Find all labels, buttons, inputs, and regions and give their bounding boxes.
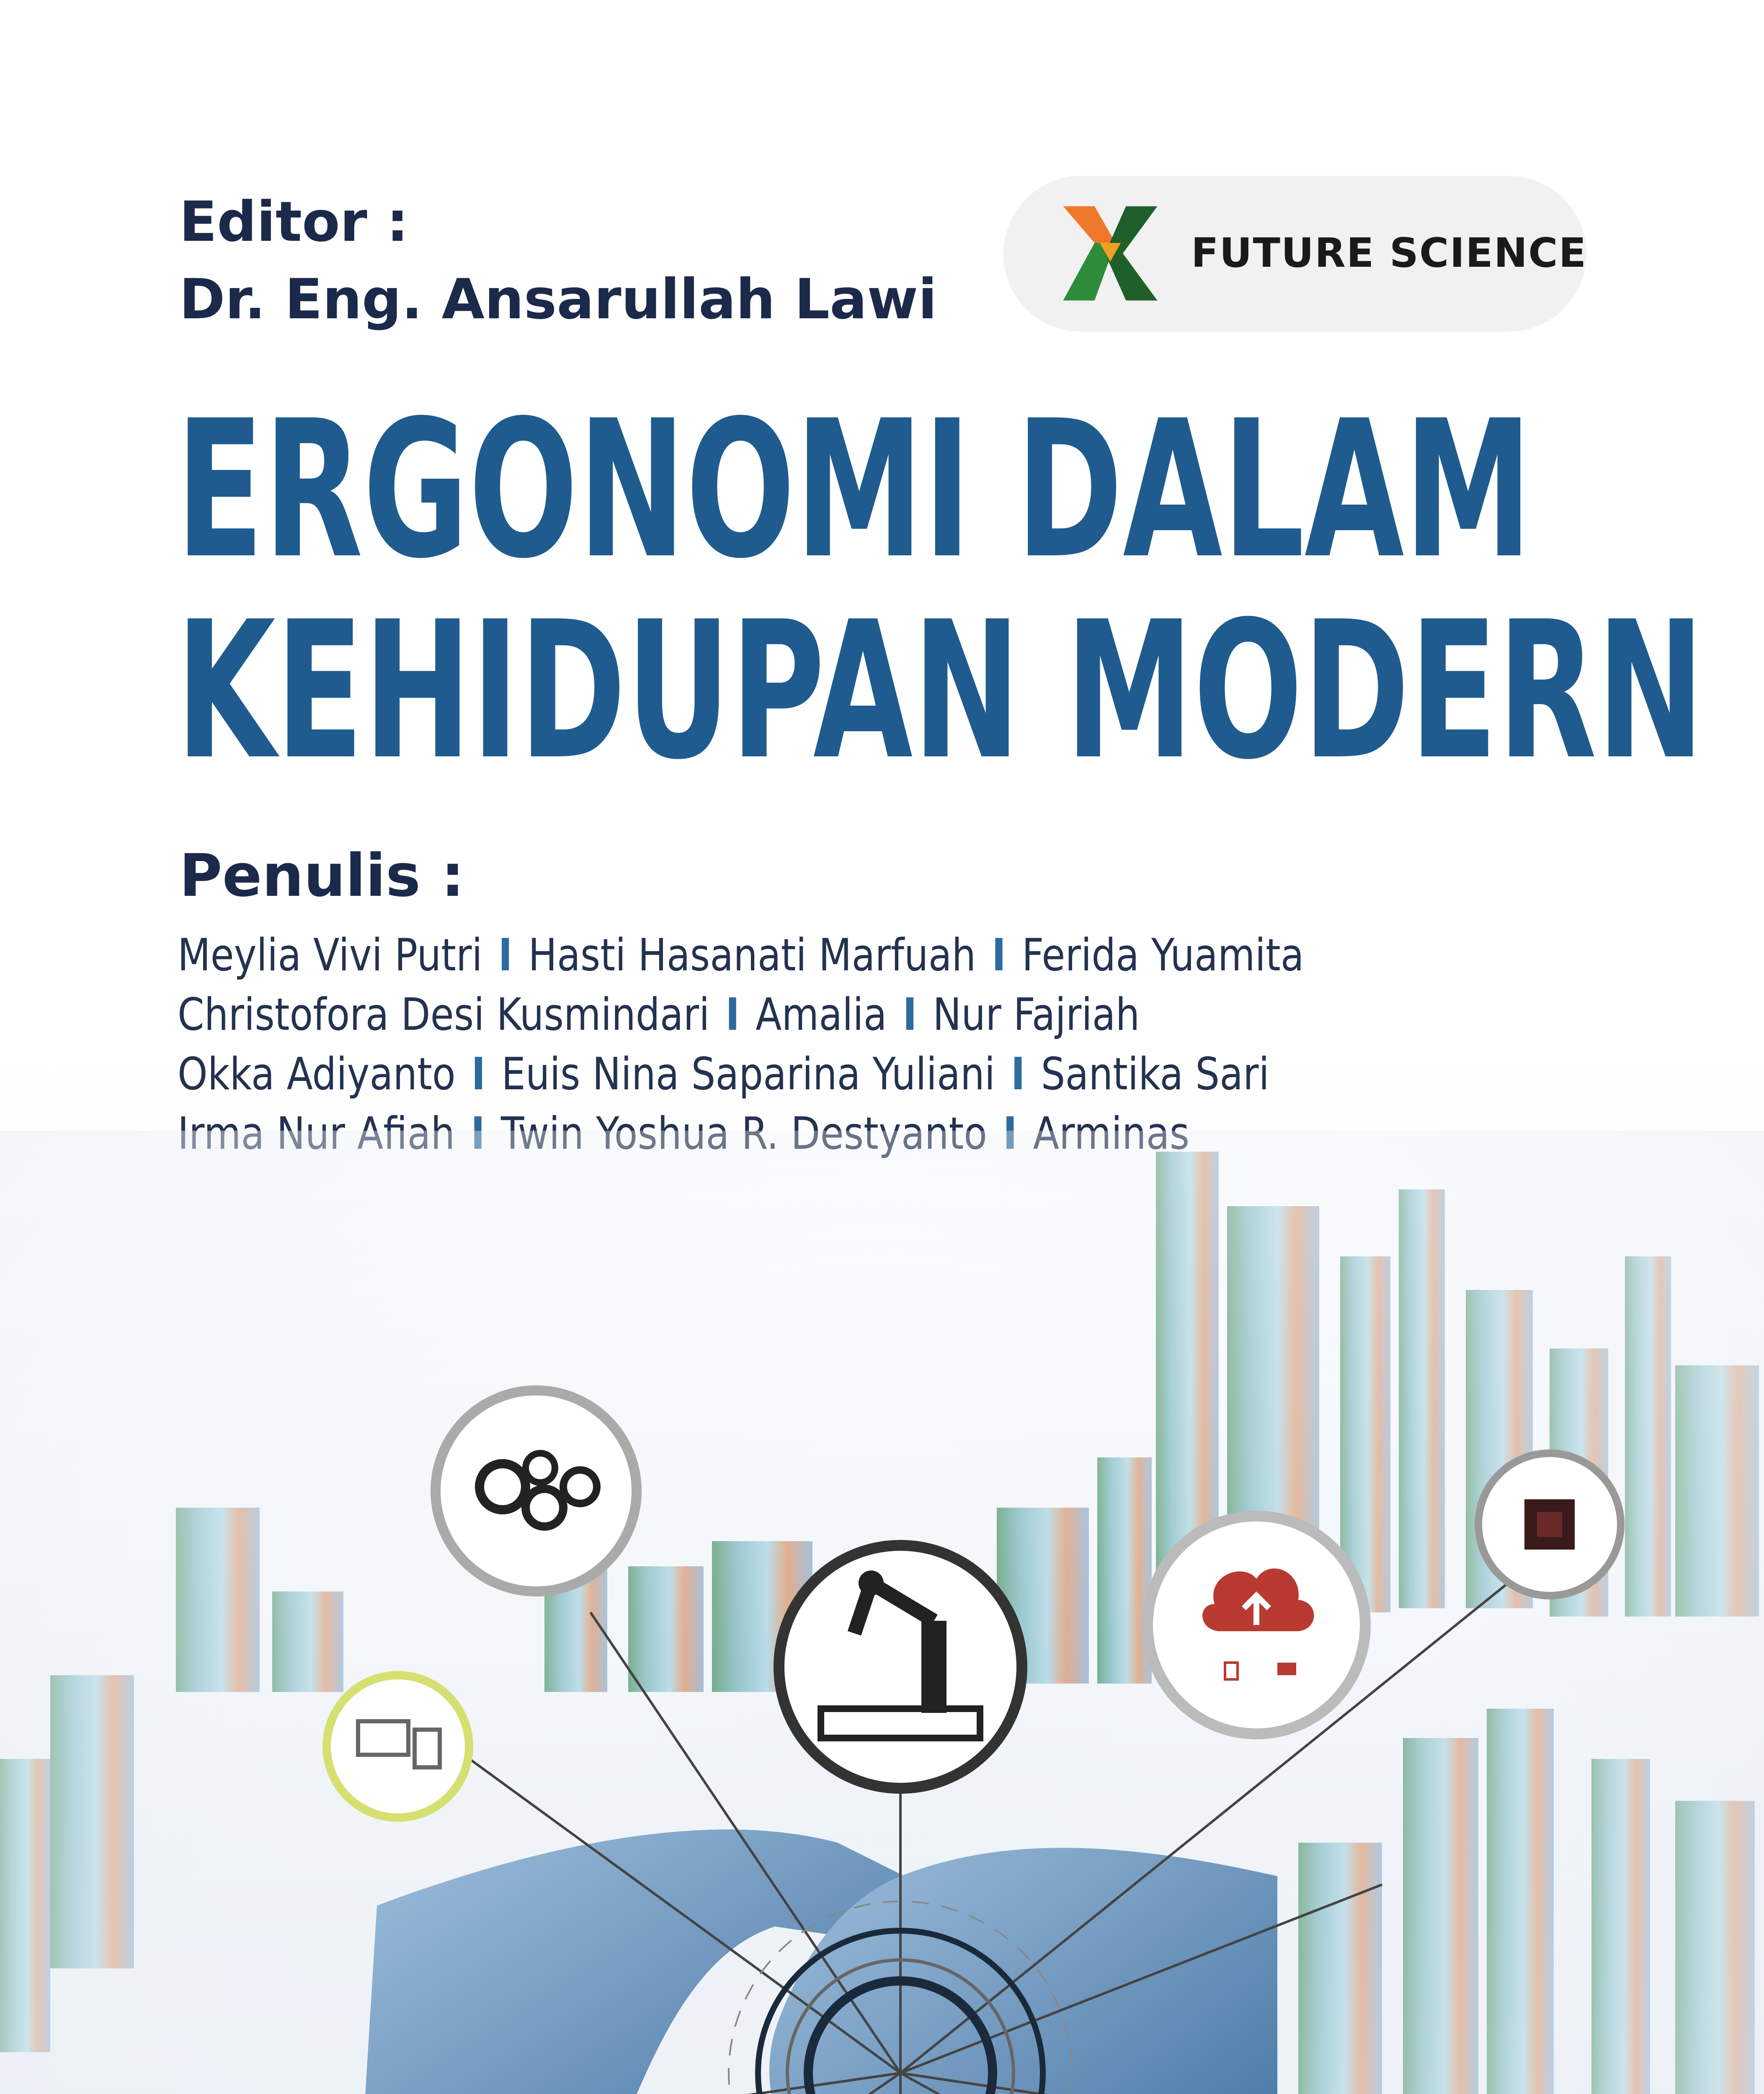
author-name: Okka Adiyanto (178, 1048, 456, 1100)
editor-label: Editor : (179, 190, 409, 254)
author-row (178, 1044, 1304, 1104)
author-name: Amalia (756, 989, 887, 1040)
cover-illustration (0, 1131, 1764, 2094)
handshake (360, 1829, 1277, 2094)
author-name: Nur Fajriah (933, 989, 1140, 1040)
author-separator: I (725, 989, 740, 1040)
author-row (178, 985, 1304, 1044)
publisher-logo (1003, 176, 1586, 332)
authors-list (178, 926, 1487, 1163)
authors-label: Penulis : (179, 842, 464, 910)
author-name: Christofora Desi Kusmindari (178, 989, 710, 1040)
gears-icon (436, 1390, 637, 1591)
devices-icon (327, 1675, 469, 1818)
title-line-2: KEHIDUPAN MODERN (176, 580, 1705, 801)
author-name: Hasti Hasanati Marfuah (528, 929, 976, 981)
author-separator: I (471, 1048, 486, 1100)
author-separator: I (1011, 1048, 1025, 1100)
cloud-upload-icon (1148, 1516, 1365, 1734)
author-row (178, 926, 1304, 985)
author-separator: I (498, 929, 513, 981)
book-title (176, 379, 1764, 801)
author-separator: I (992, 929, 1006, 981)
future-science-logo-icon (1058, 201, 1163, 306)
chip-icon (1478, 1453, 1621, 1596)
robot-arm-icon (779, 1545, 1022, 1788)
publisher-name: FUTURE SCIENCE (1191, 230, 1587, 276)
editor-name: Dr. Eng. Ansarullah Lawi (179, 267, 937, 332)
title-line-1: ERGONOMI DALAM (176, 379, 1532, 600)
editor-block (179, 184, 937, 339)
author-separator: I (903, 989, 917, 1040)
author-name: Euis Nina Saparina Yuliani (501, 1048, 995, 1100)
author-name: Meylia Vivi Putri (178, 929, 482, 981)
author-name: Santika Sari (1041, 1048, 1269, 1100)
author-name: Ferida Yuamita (1021, 929, 1304, 981)
